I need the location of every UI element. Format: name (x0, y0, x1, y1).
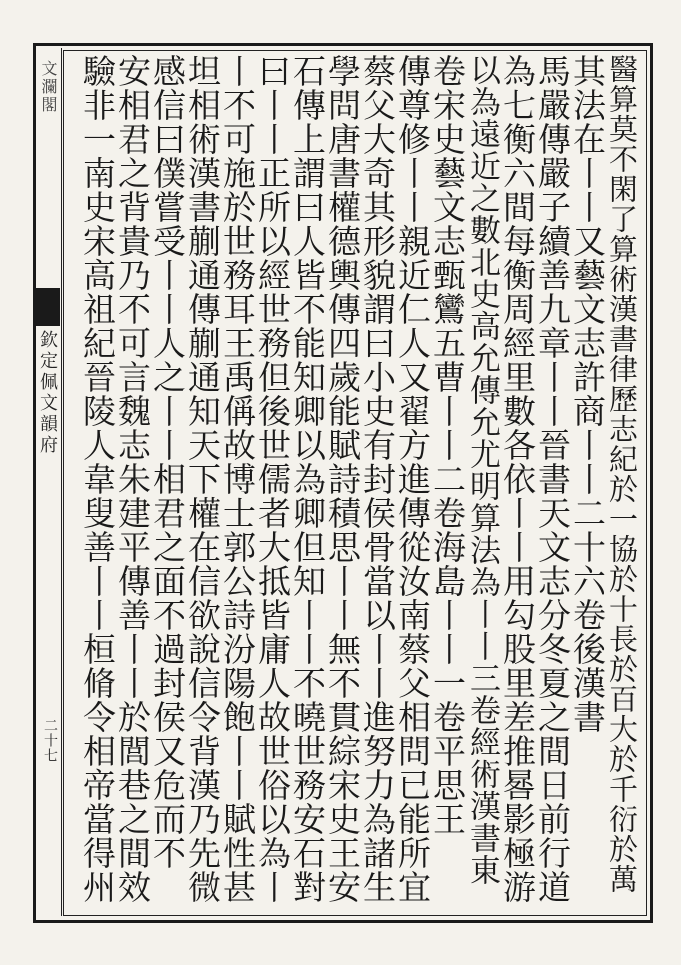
text-column: 驗非一南史宋高祖紀晉陵人韋叟善丨丨桓脩令相帝當得州 (78, 54, 117, 904)
margin-top-text: 文瀾閣 (39, 60, 58, 114)
text-column: 丨不可施於世務耳王禹偁故博士郭公詩汾陽飽丨丨賦性甚 (218, 54, 257, 904)
text-column: 蔡父大奇其形貌謂曰小史有封侯骨當以丨丨進努力為諸生 (358, 54, 397, 904)
text-column: 以為遠近之數北史高允傳允尤明算法為丨丨三卷經術漢書東 (464, 54, 500, 886)
text-column: 安相君之背貴乃不可言魏志朱建平傳善丨丨於閭巷之間效 (113, 54, 152, 904)
text-column: 感信曰僕嘗受丨丨人之丨丨相君之面不過封侯又危而不 (148, 54, 187, 870)
text-column: 醫算莫不閑了算術漢書律歷志紀於一協於十長於百大於千衍於萬 (605, 54, 639, 894)
book-title: 欽定佩文韻府 (37, 330, 58, 456)
text-column: 為七衡六間每衡周經里數各依丨丨用勾股里差推晷影極游 (498, 54, 537, 904)
text-column: 石傳上謂曰人皆不能知卿以為卿但知丨丨不曉世務安石對 (288, 54, 327, 904)
center-fold-strip (34, 48, 62, 916)
text-column: 卷宋史藝文志甄鸞五曹丨丨二卷海島丨丨一卷平思王 (428, 54, 467, 836)
text-column: 馬嚴傳嚴子續善九章丨丨晉書天文志分冬夏之間日前行道 (533, 54, 572, 904)
fishtail-mark (36, 288, 60, 326)
text-column: 其法在丨丨又藝文志許商丨丨二十六卷後漢書 (568, 54, 607, 734)
text-column: 曰丨丨正所以經世務但後世儒者大抵皆庸人故世俗以為丨 (253, 54, 292, 904)
text-column: 學問唐書權德輿傳四歲能賦詩積思丨丨無不貫綜宋史王安 (323, 54, 362, 904)
page-number: 二十七 (42, 718, 58, 763)
text-column: 傳尊修丨丨親近仁人又翟方進傳從汝南蔡父相問已能所宜 (393, 54, 432, 904)
text-column: 坦相術漢書蒯通傳蒯通知天下權在信欲說信令背漢乃先微 (183, 54, 222, 904)
